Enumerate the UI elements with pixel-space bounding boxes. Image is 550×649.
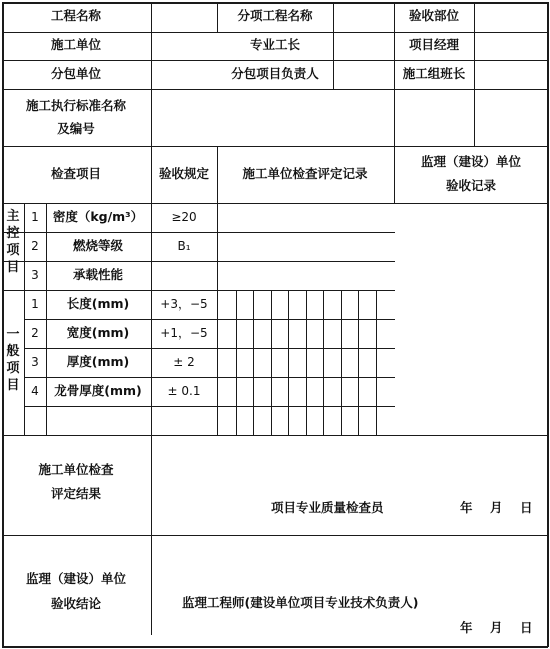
general-char: 一 xyxy=(6,327,20,342)
label-subcontractor: 分包单位 xyxy=(50,66,102,81)
record-cell-divider xyxy=(271,290,272,435)
date-year: 年 xyxy=(460,620,473,635)
label-project-manager: 项目经理 xyxy=(408,37,460,52)
row-divider xyxy=(24,377,395,378)
supervising-engineer-label: 监理工程师(建设单位项目专业技术负责人) xyxy=(182,595,419,610)
record-cell-divider xyxy=(288,290,289,435)
main-item-no: 2 xyxy=(31,239,39,253)
main-item-name: 密度（kg/m³） xyxy=(52,209,144,224)
general-label xyxy=(5,328,21,396)
contractor-result-label-line2: 评定结果 xyxy=(50,486,102,501)
row-divider xyxy=(2,89,548,90)
general-item-name: 长度(mm) xyxy=(66,296,130,311)
general-item-rule: +3，−5 xyxy=(160,297,208,311)
col-divider xyxy=(24,203,25,435)
row-divider xyxy=(2,261,395,262)
label-standard-line2: 及编号 xyxy=(57,121,95,136)
general-item-name: 厚度(mm) xyxy=(66,354,130,369)
col-supervisor-line1: 监理（建设）单位 xyxy=(420,154,522,169)
main-item-name: 承载性能 xyxy=(72,267,124,282)
col-divider xyxy=(46,203,47,435)
general-item-name: 宽度(mm) xyxy=(66,325,130,340)
date-day: 日 xyxy=(520,620,533,635)
general-item-rule: +1，−5 xyxy=(160,326,208,340)
row-divider xyxy=(2,203,548,204)
col-divider xyxy=(217,146,218,435)
row-divider xyxy=(24,319,395,320)
general-item-rule: ± 0.1 xyxy=(167,384,201,398)
general-char: 般 xyxy=(6,344,20,359)
row-divider xyxy=(2,146,548,147)
general-item-no: 1 xyxy=(31,297,39,311)
main-item-no: 1 xyxy=(31,210,39,224)
main-control-label xyxy=(5,210,21,278)
main-control-char: 目 xyxy=(6,260,20,275)
record-cell-divider xyxy=(376,290,377,435)
record-cell-divider xyxy=(323,290,324,435)
main-control-char: 项 xyxy=(6,243,20,258)
main-control-char: 主 xyxy=(6,209,20,224)
main-item-rule: B₁ xyxy=(177,239,191,253)
record-cell-divider xyxy=(306,290,307,435)
label-standard-line1: 施工执行标准名称 xyxy=(25,98,127,113)
row-divider xyxy=(2,535,548,536)
label-professional-foreman: 专业工长 xyxy=(249,37,301,52)
supervisor-conclusion-label-line2: 验收结论 xyxy=(50,596,102,611)
col-divider xyxy=(474,2,475,146)
label-team-leader: 施工组班长 xyxy=(402,66,466,81)
general-item-no: 3 xyxy=(31,355,39,369)
label-sub-project-leader: 分包项目负责人 xyxy=(231,66,319,81)
col-divider xyxy=(217,2,218,32)
col-acceptance-rule: 验收规定 xyxy=(158,166,210,181)
date-month: 月 xyxy=(490,620,503,635)
table-border-bottom xyxy=(2,646,548,648)
contractor-result-label-line1: 施工单位检查 xyxy=(38,462,114,477)
main-item-no: 3 xyxy=(31,268,39,282)
col-divider xyxy=(333,2,334,89)
main-item-name: 燃烧等级 xyxy=(72,238,124,253)
main-control-char: 控 xyxy=(6,226,20,241)
table-border-left xyxy=(2,2,4,647)
col-divider xyxy=(151,2,152,635)
col-divider xyxy=(394,2,395,203)
table-border-top xyxy=(2,2,548,4)
col-supervisor-line2: 验收记录 xyxy=(445,178,497,193)
row-divider xyxy=(2,435,548,436)
label-construction-unit: 施工单位 xyxy=(50,37,102,52)
record-cell-divider xyxy=(358,290,359,435)
general-item-no: 2 xyxy=(31,326,39,340)
general-char: 项 xyxy=(6,361,20,376)
col-inspection-item: 检查项目 xyxy=(50,166,102,181)
date-day: 日 xyxy=(520,500,533,515)
label-acceptance-part: 验收部位 xyxy=(408,8,460,23)
general-item-name: 龙骨厚度(mm) xyxy=(54,383,142,398)
supervisor-conclusion-label-line1: 监理（建设）单位 xyxy=(25,571,127,586)
quality-inspector-label: 项目专业质量检查员 xyxy=(271,500,384,515)
row-divider xyxy=(2,60,548,61)
row-divider xyxy=(2,290,395,291)
col-contractor-record: 施工单位检查评定记录 xyxy=(242,166,368,181)
general-item-rule: ± 2 xyxy=(173,355,195,369)
row-divider xyxy=(24,348,395,349)
record-cell-divider xyxy=(236,290,237,435)
record-cell-divider xyxy=(341,290,342,435)
row-divider xyxy=(2,232,395,233)
main-item-rule: ≥20 xyxy=(171,210,197,224)
label-project-name: 工程名称 xyxy=(50,8,102,23)
table-border-right xyxy=(547,2,549,647)
general-item-no: 4 xyxy=(31,384,39,398)
date-month: 月 xyxy=(490,500,503,515)
row-divider xyxy=(24,406,395,407)
date-year: 年 xyxy=(460,500,473,515)
general-char: 目 xyxy=(6,378,20,393)
row-divider xyxy=(2,32,548,33)
record-cell-divider xyxy=(253,290,254,435)
label-subproject-name: 分项工程名称 xyxy=(237,8,313,23)
